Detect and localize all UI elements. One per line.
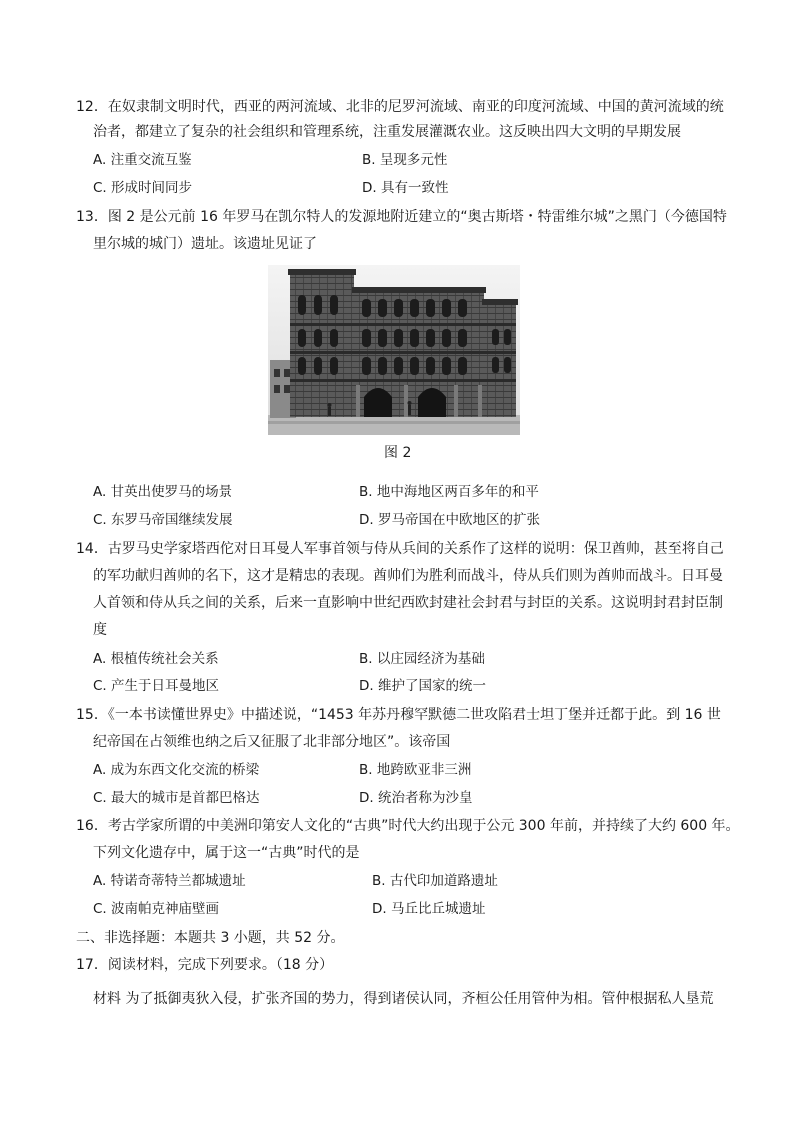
q15-option-b: B. 地跨欧亚非三洲 <box>359 762 472 778</box>
q14-option-d: D. 维护了国家的统一 <box>359 678 486 694</box>
q14-option-b: B. 以庄园经济为基础 <box>359 651 485 667</box>
q12-option-a: A. 注重交流互鉴 <box>93 152 192 168</box>
q13-option-c: C. 东罗马帝国继续发展 <box>93 512 233 528</box>
section2-heading: 二、非选择题：本题共 3 小题，共 52 分。 <box>76 930 345 946</box>
q16-option-c: C. 波南帕克神庙壁画 <box>93 901 220 917</box>
q14-stem-line2: 的军功献归酋帅的名下，这才是精忠的表现。酋帅们为胜利而战斗，侍从兵们则为酋帅而战斗。日耳曼 <box>93 568 723 584</box>
q14-stem-line4: 度 <box>93 622 107 638</box>
q17-stem: 17．阅读材料，完成下列要求。（18 分） <box>76 957 334 973</box>
q12-stem-line1: 12．在奴隶制文明时代，西亚的两河流域、北非的尼罗河流域、南亚的印度河流域、中国的黄河流域的统 <box>76 99 724 115</box>
q15-option-d: D. 统治者称为沙皇 <box>359 790 473 806</box>
q16-stem-line1: 16．考古学家所谓的中美洲印第安人文化的“古典”时代大约出现于公元 300 年前，并持续了大约 600 年。 <box>76 818 740 834</box>
q16-option-a: A. 特诺奇蒂特兰都城遗址 <box>93 873 246 889</box>
q16-option-d: D. 马丘比丘城遗址 <box>372 901 486 917</box>
q14-option-c: C. 产生于日耳曼地区 <box>93 678 220 694</box>
q16-stem-line2: 下列文化遗存中，属于这一“古典”时代的是 <box>93 845 360 861</box>
q14-stem-line3: 人首领和侍从兵之间的关系，后来一直影响中世纪西欧封建社会封君与封臣的关系。这说明封君封臣制 <box>93 595 723 611</box>
q15-stem-line1: 15．《一本书读懂世界史》中描述说，“1453 年苏丹穆罕默德二世攻陷君士坦丁堡并迁都于此。到 16 世 <box>76 707 721 723</box>
figure-2-caption: 图 2 <box>384 445 412 461</box>
q15-option-c: C. 最大的城市是首都巴格达 <box>93 790 260 806</box>
q12-option-d: D. 具有一致性 <box>362 180 449 196</box>
q12-option-b: B. 呈现多元性 <box>362 152 448 168</box>
q14-option-a: A. 根植传统社会关系 <box>93 651 219 667</box>
q12-option-c: C. 形成时间同步 <box>93 180 193 196</box>
q15-option-a: A. 成为东西文化交流的桥梁 <box>93 762 260 778</box>
q15-stem-line2: 纪帝国在占领维也纳之后又征服了北非部分地区”。该帝国 <box>93 734 451 750</box>
porta-nigra-photo-drawing <box>268 265 520 435</box>
q13-stem-line1: 13．图 2 是公元前 16 年罗马在凯尔特人的发源地附近建立的“奥古斯塔・特雷维尔城”之黑门（今德国特 <box>76 209 727 225</box>
q13-stem-line2: 里尔城的城门）遗址。该遗址见证了 <box>93 236 317 252</box>
q14-stem-line1: 14．古罗马史学家塔西佗对日耳曼人军事首领与侍从兵间的关系作了这样的说明：保卫酋帅，甚至将自己 <box>76 541 724 557</box>
porta-nigra-photo <box>268 265 520 435</box>
q13-option-d: D. 罗马帝国在中欧地区的扩张 <box>359 512 540 528</box>
q13-option-a: A. 甘英出使罗马的场景 <box>93 484 233 500</box>
q17-material-line1: 材料 为了抵御夷狄入侵，扩张齐国的势力，得到诸侯认同，齐桓公任用管仲为相。管仲根据私人垦荒 <box>93 991 714 1007</box>
q16-option-b: B. 古代印加道路遗址 <box>372 873 498 889</box>
q13-option-b: B. 地中海地区两百多年的和平 <box>359 484 539 500</box>
q12-stem-line2: 治者，都建立了复杂的社会组织和管理系统，注重发展灌溉农业。这反映出四大文明的早期发展 <box>93 124 681 140</box>
